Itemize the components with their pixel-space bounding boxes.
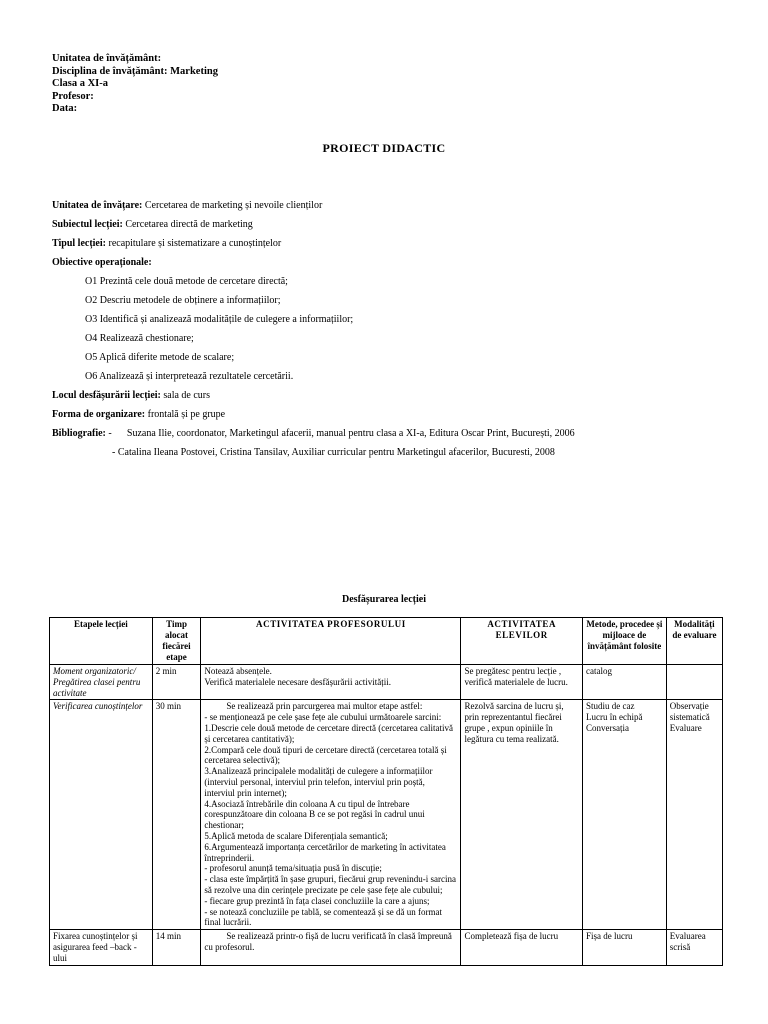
teacher-intro: Se realizează printr-o fișă de lucru verificată în clasă împreună cu profesorul. (204, 931, 452, 952)
info-type (52, 234, 732, 253)
info-org-value: frontală și pe grupe (147, 409, 226, 420)
cell-methods (582, 665, 666, 700)
col-header-time: Timp alocat fiecărei etape (152, 618, 201, 665)
method-item: Fișa de lucru (585, 931, 633, 942)
info-place (52, 386, 732, 405)
cell-evaluation (666, 930, 722, 965)
cell-teacher-activity (201, 665, 461, 700)
evaluation-item: Observație sistematică (669, 701, 710, 723)
cell-evaluation (666, 665, 722, 700)
section-title: Desfășurarea lecției (342, 594, 426, 605)
table-row (50, 665, 723, 700)
header-date: Data: (52, 103, 78, 114)
col-header-stages: Etapele lecției (50, 618, 153, 665)
teacher-line: - profesorul anunță tema/situația pusă în discuție; (204, 863, 382, 874)
evaluation-item: Evaluarea scrisă (669, 931, 706, 952)
evaluation-item: Evaluare (669, 722, 702, 733)
teacher-line: - clasa este împărțită în șase grupuri, fiecărui grup revenindu-i sarcina să rezolve una din cerințele precizate pe cele șase fețe ale cubului; (204, 874, 457, 895)
teacher-line: 5.Aplică metoda de scalare Diferențiala semantică; (204, 830, 388, 841)
header-school: Unitatea de învățământ: (52, 53, 162, 64)
info-objectives (52, 253, 732, 272)
info-objectives-label: Obiective operaționale: (52, 257, 152, 268)
cell-stage: Fixarea cunoștințelor și asigurarea feed –back -ului (50, 930, 153, 965)
header-discipline: Disciplina de învățământ: Marketing (52, 65, 218, 77)
info-place-label: Locul desfășurării lecției: (52, 390, 161, 401)
info-organization (52, 405, 732, 424)
teacher-line: - fiecare grup prezintă în fața clasei concluziile la care a ajuns; (204, 895, 430, 906)
teacher-line: - se notează concluziile pe tablă, se comentează și se dă un format final lucrării. (204, 906, 443, 928)
method-item: catalog (585, 666, 612, 676)
cell-teacher-activity (201, 930, 461, 965)
info-org-label: Forma de organizare: (52, 409, 146, 420)
header-teacher: Profesor: (52, 90, 94, 102)
objective-item: O4 Realizează chestionare; (85, 333, 194, 344)
teacher-line: Verifică materialele necesare desfășurării activității. (204, 676, 392, 687)
cell-methods (582, 930, 666, 965)
cell-time: 14 min (152, 930, 201, 965)
cell-stage: Verificarea cunoștințelor (50, 700, 153, 930)
objective-item: O3 Identifică și analizează modalitățile de culegere a informațiilor; (85, 314, 354, 325)
cell-methods (582, 700, 666, 930)
cell-student-activity: Completează fișa de lucru (461, 930, 583, 965)
teacher-line: 3.Analizează principalele modalități de culegere a informațiilor (interviul personal, interviul prin telefon, interviul prin poștă, interviul prin internet); (204, 766, 433, 798)
bib-entry-1: Suzana Ilie, coordonator, Marketingul afacerii, manual pentru clasa a XI-a, Editura Oscar Print, București, 2006 (126, 428, 575, 439)
info-type-value: recapitulare și sistematizare a cunoștințelor (108, 238, 282, 249)
info-bib-label: Bibliografie: (52, 428, 106, 439)
objective-item: O6 Analizează și interpretează rezultatele cercetării. (85, 371, 294, 382)
info-bibliography (52, 424, 732, 443)
col-header-methods: Metode, procedee și mijloace de învățământ folosite (582, 618, 666, 665)
info-place-value: sala de curs (163, 390, 211, 401)
table-row (50, 930, 723, 965)
teacher-line: 2.Compară cele două tipuri de cercetare directă (cercetarea totală și cercetarea selectivă); (204, 744, 447, 766)
objective-item: O2 Descriu metodele de obținere a informațiilor; (85, 295, 281, 306)
table-row (50, 700, 723, 930)
method-item: Lucru în echipă (585, 712, 643, 723)
info-unit-value: Cercetarea de marketing și nevoile clienților (144, 200, 323, 211)
cell-teacher-activity (201, 700, 461, 930)
teacher-line: - se menționează pe cele șase fețe ale cubului următoarele sarcini: (204, 712, 442, 723)
info-unit-label: Unitatea de învățare: (52, 200, 143, 211)
teacher-line: 6.Argumentează importanța cercetărilor de marketing în activitatea întreprinderii. (204, 841, 446, 863)
col-header-student-activity: ACTIVITATEA ELEVILOR (461, 618, 583, 665)
cell-evaluation (666, 700, 722, 930)
teacher-line: Notează absențele. (204, 666, 272, 676)
lesson-info (52, 196, 732, 462)
lesson-table (49, 617, 723, 966)
info-unit (52, 196, 732, 215)
document-header (52, 53, 218, 116)
teacher-line: 1.Descrie cele două metode de cercetare directă (cercetarea calitativă și cercetarea cantitativă); (204, 722, 453, 744)
teacher-line: 4.Asociază întrebările din coloana A cu tipul de întrebare corespunzătoare din coloana B ce se pot regăsi în cadrul unui chestionar; (204, 798, 425, 831)
cell-time: 2 min (152, 665, 201, 700)
objective-item: O1 Prezintă cele două metode de cercetare directă; (85, 276, 288, 287)
cell-stage: Moment organizatoric/ Pregătirea clasei pentru activitate (50, 665, 153, 700)
info-subject-label: Subiectul lecției: (52, 219, 123, 230)
teacher-line (204, 931, 457, 953)
table-header-row (50, 618, 723, 665)
cell-time: 30 min (152, 700, 201, 930)
objective-item: O5 Aplică diferite metode de scalare; (85, 352, 235, 363)
document-title: PROIECT DIDACTIC (322, 141, 446, 155)
info-subject (52, 215, 732, 234)
info-type-label: Tipul lecției: (52, 238, 106, 249)
cell-student-activity: Rezolvă sarcina de lucru și, prin reprezentantul fiecărei grupe , expun opiniile în legătura cu tema realizată. (461, 700, 583, 930)
header-class: Clasa a XI-a (52, 78, 109, 89)
cell-student-activity: Se pregătesc pentru lecție , verifică materialele de lucru. (461, 665, 583, 700)
teacher-intro: Se realizează prin parcurgerea mai multor etape astfel: (226, 701, 423, 712)
bib-entry-2: - Catalina Ileana Postovei, Cristina Tansilav, Auxiliar curricular pentru Marketingul afacerilor, Bucuresti, 2008 (112, 447, 555, 458)
info-subject-value: Cercetarea directă de marketing (125, 219, 253, 230)
col-header-teacher-activity: ACTIVITATEA PROFESORULUI (201, 618, 461, 665)
teacher-line (204, 701, 457, 712)
method-item: Conversația (585, 722, 629, 733)
bib-dash: - (108, 428, 112, 439)
method-item: Studiu de caz (585, 701, 635, 712)
col-header-evaluation: Modalități de evaluare (666, 618, 722, 665)
